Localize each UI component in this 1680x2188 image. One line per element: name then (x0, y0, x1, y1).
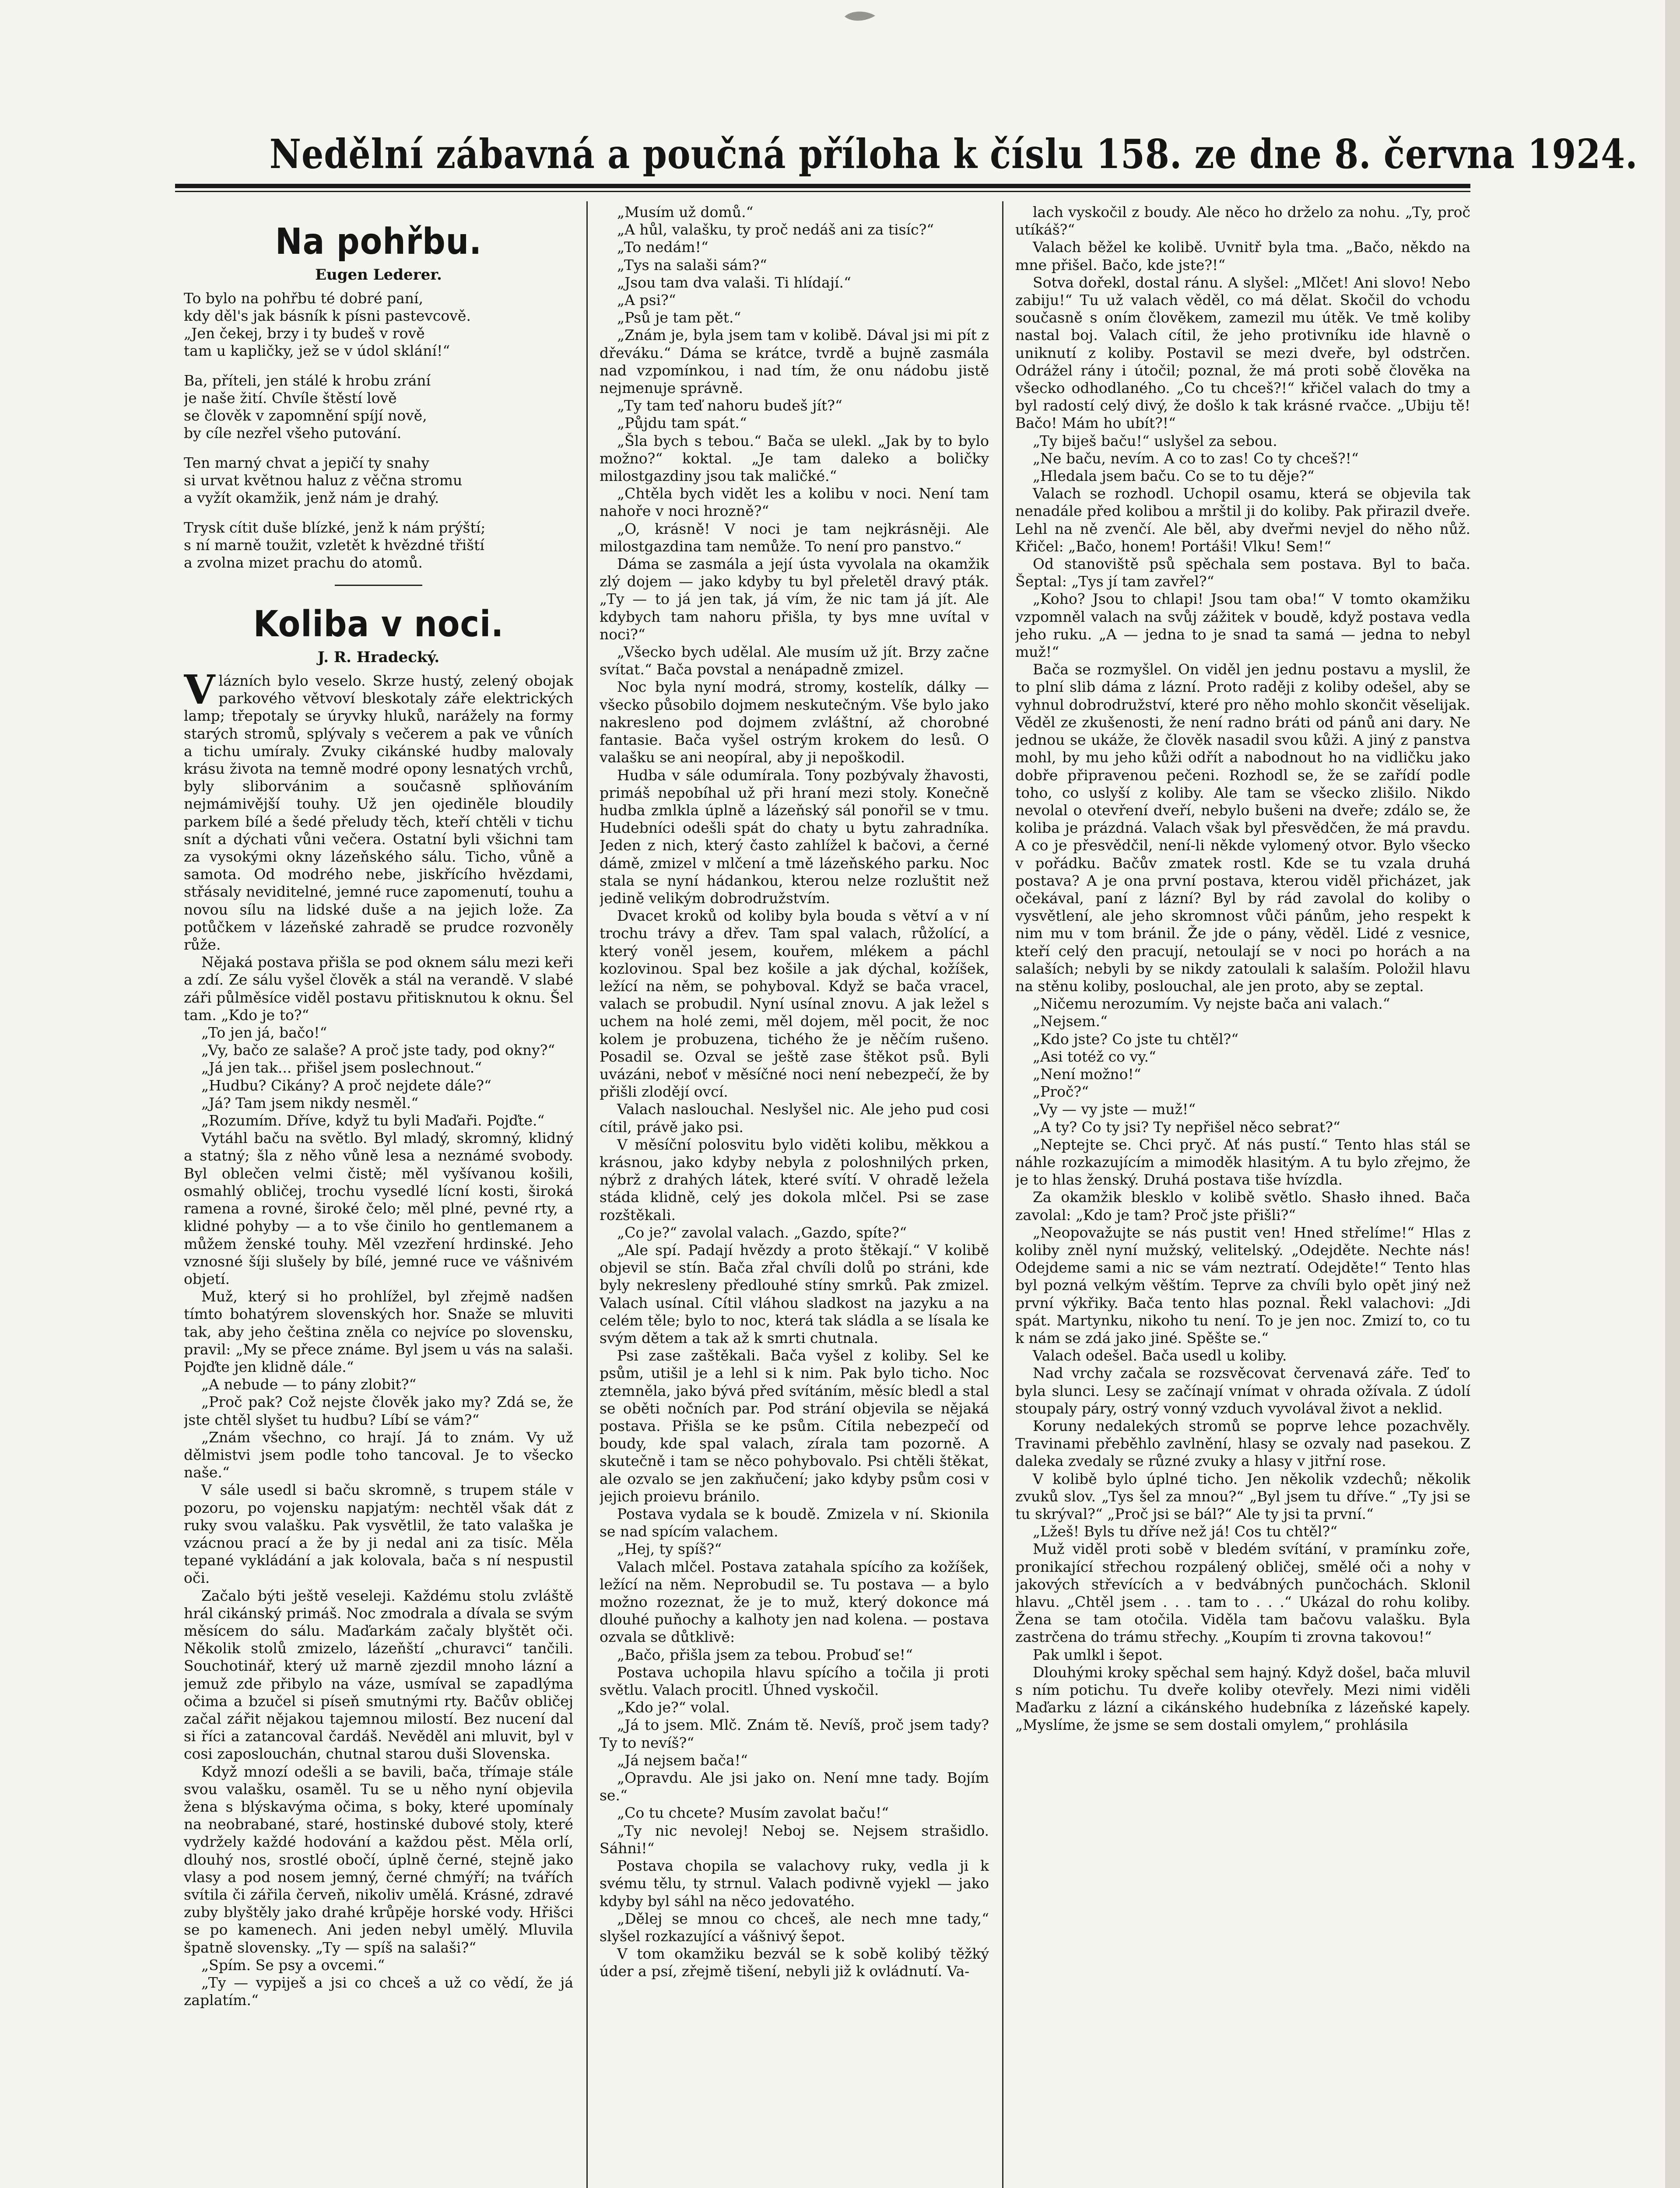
poem-line: a zvolna mizet prachu do atomů. (184, 554, 423, 571)
poem-line: by cíle nezřel všeho putování. (184, 424, 402, 442)
story-paragraph: Začalo býti ještě veseleji. Každému stolu zvláště hrál cikánský primáš. Noc zmodrala a dívala se svým měsícem do sálu. Maďarkám začaly blyštět oči. Několik stolů zmizelo, lázeňští „churavci“ tančili. Souchotinář, který už marně zjezdil mnoho lázní a jemuž zde přibylo na váze, usmíval se zapadlýma očima a bzučel si píseň smutnými rty. Bačův obličej začal zářit nějakou tajemnou milostí. Bez nucení dal si říci a zatancoval čardáš. Nevěděl ani mluvit, byl v cosi zaposlouchán, chutnal starou duši Slovenska. (184, 1587, 573, 1763)
poem (184, 290, 573, 572)
story-paragraph: „Hudbu? Cikány? A proč nejdete dále?“ (201, 1076, 491, 1094)
poem-line: Ba, příteli, jen stálé k hrobu zrání (184, 372, 431, 389)
story-paragraph: Vytáhl baču na světlo. Byl mladý, skromný, klidný a statný; šla z něho vůně lesa a neznámé svobody. Byl oblečen velmi čistě; měl vyšívanou košili, osmahlý obličej, trochu vysedlé lícní kosti, široká ramena a rovné, široké čelo; měl plné, pevné rty, a klidné pohyby — a to vše činilo ho gentlemanem a můžem ženské touhy. Měl vzezření hrdinské. Jeho vznosné šíji slušely by bílé, jemné ruce ve vášnivém objetí. (184, 1129, 573, 1287)
story-paragraph: „A hůl, valašku, ty proč nedáš ani za tisíc?“ (617, 221, 934, 238)
story-paragraph: „Proč pak? Což nejste člověk jako my? Zdá se, že jste chtěl slyšet tu hudbu? Líbí se vám?“ (184, 1393, 573, 1428)
story-paragraph: „Proč?“ (1033, 1083, 1089, 1101)
poem-line: Ten marný chvat a jepičí ty snahy (184, 454, 429, 471)
story-paragraph: „Opravdu. Ale jsi jako on. Není mne tady. Bojím se.“ (600, 1769, 989, 1804)
story-title: Koliba v noci. (253, 603, 504, 645)
story-paragraph: „Chtěla bych vidět les a kolibu v noci. Není tam nahoře v noci hrozně?“ (600, 485, 989, 520)
story-paragraph: „Vy — vy jste — muž!“ (1033, 1101, 1196, 1118)
story-author: J. R. Hradecký. (317, 649, 440, 666)
story-paragraph: „To jen já, bačo!“ (201, 1024, 327, 1041)
story-paragraph: „Co tu chcete? Musím zavolat baču!“ (617, 1804, 889, 1822)
poem-stanza (184, 290, 573, 360)
story-text-col3 (1015, 203, 1470, 1734)
column-divider (1002, 201, 1003, 2188)
poem-line: To bylo na pohřbu té dobré paní, (184, 290, 424, 307)
story-paragraph: „Bačo, přišla jsem za tebou. Probuď se!“ (617, 1646, 913, 1663)
story-paragraph: „Ty — vypiješ a jsi co chceš a už co vědí, že já zaplatím.“ (184, 1974, 573, 2009)
story-paragraph: Valach odešel. Bača usedl u koliby. (1033, 1347, 1287, 1364)
story-paragraph: „Koho? Jsou to chlapi! Jsou tam oba!“ V tomto okamžiku vzpomněl valach na svůj zážitek v boudě, když postava vedla jeho ruku. „A — jedna to je snad ta samá — jedna to nebyl muž!“ (1015, 590, 1470, 661)
story-paragraph: „Neptejte se. Chci pryč. Ať nás pustí.“ Tento hlas stál se náhle rozkazujícím a mimoděk hlasitým. A tu bylo zřejmo, že je to hlas ženský. Druhá postava tiše hvízdla. (1015, 1136, 1470, 1189)
story-paragraph: „Asi totéž co vy.“ (1033, 1048, 1156, 1065)
story-paragraph: „A nebude — to pány zlobit?“ (201, 1376, 417, 1393)
story-paragraph: „Já nejsem bača!“ (617, 1751, 748, 1769)
story-paragraph: Dlouhými kroky spěchal sem hajný. Když došel, bača mluvil s ním potichu. Tu dveře koliby otevřely. Mezi nimi viděli Maďarku z lázní a cikánského hudebníka z lázeňské kapely. „Myslíme, že jsme se sem dostali omylem,“ prohlásila (1015, 1663, 1470, 1734)
story-paragraph: „Rozumím. Dříve, když tu byli Maďaři. Pojďte.“ (201, 1112, 545, 1129)
story-paragraph: Muž viděl proti sobě v bledém svítání, v pramínku zoře, pronikající střechou rozpálený obličej, smělé oči a nohy v jakových střevících a v bedvábných punčochách. Sklonil hlavu. „Chtěl jsem . . . tam to . . .“ Ukázal do rohu koliby. Žena se tam otočila. Viděla tam bačovu valašku. Byla zastrčena do trámu střechy. „Koupím ti zrovna takovou!“ (1015, 1540, 1470, 1646)
story-paragraph: „Já? Tam jsem nikdy nesměl.“ (201, 1094, 419, 1112)
story-paragraph: „Nejsem.“ (1033, 1013, 1108, 1030)
story-paragraph: lach vyskočil z boudy. Ale něco ho drželo za nohu. „Ty, proč utíkáš?“ (1015, 203, 1470, 238)
column-divider (586, 201, 588, 2188)
poem-line: „Jen čekej, brzy i ty budeš v rově (184, 325, 425, 342)
column-1 (184, 203, 573, 2188)
story-paragraph: „Dělej se mnou co chceš, ale nech mne tady,“ slyšel rozkazující a vášnivý šepot. (600, 1910, 989, 1945)
poem-title: Na pohřbu. (275, 221, 482, 263)
story-paragraph: „O, krásně! V noci je tam nejkrásněji. Ale milostgazdina tam nemůže. To není pro panstvo.“ (600, 520, 989, 555)
story-paragraph: Postava uchopila hlavu spícího a točila ji proti světlu. Valach procitl. Úhned vyskočil. (600, 1663, 989, 1699)
story-paragraph: „Šla bych s tebou.“ Bača se ulekl. „Jak by to bylo možno?“ koktal. „Je tam daleko a boličky milostgazdiny jsou tak maličké.“ (600, 432, 989, 485)
ink-mark (840, 8, 880, 25)
story-paragraph: Valach běžel ke kolibě. Uvnitř byla tma. „Bačo, někdo na mne přišel. Bačo, kde jste?!“ (1015, 238, 1470, 274)
poem-stanza (184, 454, 573, 507)
story-paragraph: „Hej, ty spíš?“ (617, 1540, 722, 1558)
story-paragraph: Psi zase zaštěkali. Bača vyšel z koliby. Sel ke psům, utišil je a lehl si k nim. Pak bylo ticho. Noc ztemněla, jako bývá před svítáním, měsíc bledl a stal se oběti nočních par. Pod strání objevila se nějaká postava. Přišla se ke psům. Cítila nebezpečí od boudy, kde spal valach, zírala tam pozorně. A skutečně i tam se něco pohybovalo. Psi chtěli štěkat, ale ozvalo se jen zakňučení; jako kdyby psům cosi v jejich proievu bránilo. (600, 1347, 989, 1505)
story-paragraph: „Ty tam teď nahoru budeš jít?“ (617, 397, 842, 414)
story-paragraph: Dáma se zasmála a její ústa vyvolala na okamžik zlý dojem — jako kdyby tu byl přeletěl dravý pták. „Ty — to já jen tak, já vím, že nic tam já jít. Ale kdybych tam nahoru přišla, ty bys mne uvítal v noci?“ (600, 555, 989, 643)
page-edge (1665, 0, 1680, 2188)
story-paragraph: „Já jen tak... přišel jsem poslechnout.“ (201, 1059, 482, 1076)
story-text-col1 (184, 666, 573, 2009)
column-3 (1015, 203, 1470, 2188)
story-paragraph: „Znám všechno, co hrají. Já to znám. Vy už dělmistvi jsem podle toho tancoval. Je to všecko naše.“ (184, 1428, 573, 1481)
story-paragraph: V tom okamžiku bezvál se k sobě kolibý těžký úder a psí, zřejmě tišení, nebyli již k ovládnutí. Va- (600, 1945, 989, 1980)
column-2 (600, 203, 989, 2188)
poem-stanza (184, 372, 573, 442)
story-paragraph: „Spím. Se psy a ovcemi.“ (201, 1956, 385, 1974)
story-paragraph: „Ty nic nevolej! Neboj se. Nejsem strašidlo. Sáhni!“ (600, 1822, 989, 1857)
story-paragraph: „Tys na salaši sám?“ (617, 256, 767, 274)
story-paragraph: „Znám je, byla jsem tam v kolibě. Dával jsi mi pít z dřeváku.“ Dáma se krátce, tvrdě a bujně zasmála nad vzpomínkou, i nad tím, že onu nádobu jistě nejmenuje správně. (600, 326, 989, 397)
poem-line: je naše žití. Chvíle štěstí lově (184, 389, 397, 407)
poem-line: tam u kapličky, jež se v údol sklání!“ (184, 342, 450, 359)
story-paragraph: Od stanoviště psů spěchala sem postava. Byl to bača. Šeptal: „Tys jí tam zavřel?“ (1015, 555, 1470, 590)
story-paragraph: Dvacet kroků od koliby byla bouda s větví a v ní trochu trávy a dřev. Tam spal valach, růžolící, a který voněl jesem, kouřem, mlékem a páchl kozlovinou. Spal bez košile a jak dýchal, kožíšek, ležící na něm, se pohyboval. Když se bača vracel, valach se probudil. Nyní usínal znovu. A jak ležel s uchem na holé zemi, měl dojem, měl pocit, že noc kolem je probuzena, tichého že je něčím rušeno. Posadil se. Ozval se ještě zase štěkot psů. Byli uvázáni, neboť v měsíčné noci není nebezpečí, že by přišli zlodějí ovcí. (600, 907, 989, 1101)
story-paragraph: „Ale spí. Padají hvězdy a proto štěkají.“ V kolibě objevil se stín. Bača zřal chvíli dolů po stráni, kde byly nekresleny předlouhé stíny smrků. Pak zmizel. Valach usínal. Cítil vláhou sladkost na jazyku a na celém těle; bylo to noc, která tak sládla a se lísala ke svým dětem a tak až k smrti chutnala. (600, 1241, 989, 1346)
story-paragraph: „Není možno!“ (1033, 1065, 1141, 1083)
story-paragraph: Valach se rozhodl. Uchopil osamu, která se objevila tak nenadále před kolibou a mrštil ji do koliby. Pak přirazil dveře. Lehl na ně zvenčí. Ale běl, aby dveřmi nevjel do něho nůž. Křičel: „Bačo, honem! Portáši! Vlku! Sem!“ (1015, 485, 1470, 555)
poem-line: Trysk cítit duše blízké, jenž k nám prýští; (184, 519, 486, 536)
story-paragraph: „Vy, bačo ze salaše? A proč jste tady, pod okny?“ (201, 1041, 555, 1059)
story-paragraph: V sále usedl si baču skromně, s trupem stále v pozoru, po vojensku napjatým: nechtěl však dát z ruky svou valašku. Pak vysvětlil, že tato valaška je vzácnou prací a že by ji nedal ani za tisíc. Měla tepané vykládání a jak kolovala, bača s ní nespustil oči. (184, 1481, 573, 1587)
story-paragraph: „Neopovažujte se nás pustit ven! Hned střelíme!“ Hlas z koliby zněl nyní mužský, velitelský. „Odejděte. Nechte nás! Odejdeme sami a nic se vám neztratí. Odejděte!“ Tento hlas byl pozná velkým věštím. Teprve za chvíli bylo opět jiný než první výkřiky. Bača tento hlas poznal. Řekl valachovi: „Jdi spát. Martynku, nikoho tu není. To je jen noc. Zmizí to, co tu k nám se zdá jako jiné. Spěšte se.“ (1015, 1224, 1470, 1346)
story-paragraph: „To nedám!“ (617, 238, 708, 256)
section-rule (335, 585, 422, 586)
story-paragraph: „Kdo jste? Co jste tu chtěl?“ (1033, 1030, 1239, 1048)
story-paragraph: „A ty? Co ty jsi? Ty nepřišel něco sebrat?“ (1033, 1118, 1340, 1136)
poem-stanza (184, 519, 573, 572)
story-paragraph: Sotva dořekl, dostal ránu. A slyšel: „Mlčet! Ani slovo! Nebo zabiju!“ Tu už valach věděl, co má dělat. Skočil do vchodu současně s oním člověkem, zamezil mu útěk. Ve tmě koliby nastal boj. Valach cítil, že jeho protivníku ide hlavně o uniknutí z koliby. Postavil se mezi dveře, byl odstrčen. Odrážel rány i útočil; poznal, že má proti sobě člověka na všecko odhodlaného. „Co tu chceš?!“ křičel valach do tmy a byl radostí celý divý, že došlo k tak krásné rvačce. „Ubiju tě! Bačo! Mám ho ubít?!“ (1015, 274, 1470, 432)
masthead-rule (175, 184, 1470, 188)
story-paragraph: „Jsou tam dva valaši. Ti hlídají.“ (617, 274, 851, 291)
story-paragraph: „A psi?“ (617, 291, 676, 309)
story-paragraph: V kolibě bylo úplné ticho. Jen několik vzdechů; několik zvuků slov. „Tys šel za mnou?“ „Byl jsem tu dříve.“ „Ty jsi se tu skrýval?“ „Proč jsi se bál?“ Ale ty jsi ta první.“ (1015, 1470, 1470, 1523)
story-paragraph: „Psů je tam pět.“ (617, 309, 741, 326)
masthead-rule-thin (175, 191, 1470, 192)
story-paragraph: Vlázních bylo veselo. Skrze hustý, zelený obojak parkového větvoví bleskotaly záře elektrických lamp; třepotaly se úryvky hluků, narážely na formy starých stromů, splývaly s večerem a pak ve vůních a tichu umíraly. Zvuky cikánské hudby malovaly krásu života na temně modré opony lesnatých vrchů, byly sliborvánim a současně splňováním nejmámivější touhy. Už jen ojediněle bloudily parkem bílé a šedé přeludy těch, kteří chtěli v tichu snít a dýchati vůni večera. Ostatní byli všichni tam za vysokými okny lázeňského sálu. Ticho, vůně a samota. Od modrého nebe, jiskřícího hvězdami, střásaly neviditelné, jemné ruce zapomenutí, touhu a novou sílu na lidské duše a na jejich lože. Za potůčkem v lázeňské zahradě se prudce rozvoněly růže. (184, 666, 573, 954)
poem-line: a vyžít okamžik, jenž nám je drahý. (184, 489, 439, 506)
story-paragraph: Když mnozí odešli a se bavili, bača, třímaje stále svou valašku, osaměl. Tu se u něho nyní objevila žena s blýskavýma očima, s boky, které upomínaly na neobrabané, staré, hostinské dubové stoly, které vydržely každé hodování a každou pěst. Měla orlí, dlouhý nos, srostlé obočí, úplně černé, stejně jako vlasy a pod nosem jemný, černé chmýří; na tvářích svítila či zářila červeň, nikoliv umělá. Krásné, zdravé zuby blyštěly jako drahé krůpěje horské vody. Hřišci se po kamenech. Ani jeden nebyl umělý. Mluvila špatně slovensky. „Ty — spíš na salaši?“ (184, 1763, 573, 1956)
story-paragraph: Muž, který si ho prohlížel, byl zřejmě nadšen tímto bohatýrem slovenských hor. Snaže se mluviti tak, aby jeho čeština zněla co nejvíce po slovensku, pravil: „My se přece známe. Byl jsem u vás na salaši. Pojďte jen klidně dále.“ (184, 1288, 573, 1375)
story-paragraph: Postava chopila se valachovy ruky, vedla ji k svému tělu, ty strnul. Valach podivně vyjekl — jako kdyby byl sáhl na něco jedovatého. (600, 1857, 989, 1910)
story-paragraph: Za okamžik blesklo v kolibě světlo. Shasło ihned. Bača zavolal: „Kdo je tam? Proč jste přišli?“ (1015, 1189, 1470, 1224)
story-paragraph: „Hledala jsem baču. Co se to tu děje?“ (1033, 467, 1315, 485)
poem-line: kdy děl's jak básník k písni pastevcově. (184, 307, 471, 324)
story-paragraph: „Ničemu nerozumím. Vy nejste bača ani valach.“ (1033, 995, 1390, 1013)
masthead: Nedělní zábavná a poučná příloha k číslu 158. ze dne 8. června 1924. (269, 130, 1638, 178)
story-paragraph: Valach naslouchal. Neslyšel nic. Ale jeho pud cosi cítil, právě jako psi. (600, 1101, 989, 1136)
poem-line: si urvat květnou haluz z věčna stromu (184, 472, 463, 489)
story-paragraph: „Všecko bych udělal. Ale musím už jít. Brzy začne svítat.“ Bača povstal a nenápadně zmizel. (600, 643, 989, 678)
story-paragraph: Nad vrchy začala se rozsvěcovat červenavá záře. Teď to byla slunci. Lesy se začínají vnímat v ohrada ožívala. Z údolí stoupaly páry, ostrý vonný vzduch vyvolával život a neklid. (1015, 1364, 1470, 1417)
story-paragraph: „Musím už domů.“ (617, 203, 754, 221)
story-paragraph: Bača se rozmyšlel. On viděl jen jednu postavu a myslil, že to plní slib dáma z lázní. Proto raději z koliby odešel, aby se vyhnul dobrodružství, které pro něho mohlo skončit věselijak. Věděl ze zkušenosti, že není radno bráti od pánů ani dary. Ne jednou se ukáže, že člověk nasadil svou kůži. A jiný z panstva mohl, by mu jeho kůži odřít a nabodnout ho na vidličku jako dobře připravenou pečeni. Rozhodl se, že se zařídí podle toho, co uslyší z koliby. Ale tam se všecko zlišilo. Nikdo nevolal o otevření dveří, nebylo bušeni na dveře; zdálo se, že koliba je prázdná. Valach však byl přesvědčen, že má pravdu. A co je přesvědčil, není-li někde vylomený otvor. Bylo všecko v pořádku. Bačův zmatek rostl. Kde se tu vzala druhá postava? A je ona první postava, kterou viděl přicházet, jak očekával, paní z lázní? Byl by rád zavolal do koliby o vysvětlení, ale jeho skromnost vůči pánům, jeho respekt k nim mu v tom bránil. Že jde o pány, věděl. Lidé z vesnice, kteří celý den pracují, netoulají se v noci po horách a na salaších; nebyli by se nikdy zatoulali k salaším. Položil hlavu na stěnu koliby, poslouchal, ale jen proto, aby se zeptal. (1015, 661, 1470, 995)
story-paragraph: „Co je?“ zavolal valach. „Gazdo, spíte?“ (617, 1224, 907, 1241)
story-paragraph: V měsíční polosvitu bylo viděti kolibu, měkkou a krásnou, jako kdyby nebyla z poloshnilých prken, nýbrž z drahých látek, které svítí. V ohradě ležela stáda klidně, celý jes dokola mlčel. Psi se zase rozštěkali. (600, 1136, 989, 1224)
story-text-col2 (600, 203, 989, 1981)
story-paragraph: Pak umlkl i šepot. (1033, 1646, 1163, 1663)
story-paragraph: „Já to jsem. Mlč. Znám tě. Nevíš, proč jsem tady? Ty to nevíš?“ (600, 1716, 989, 1751)
story-paragraph: „Půjdu tam spát.“ (617, 414, 747, 432)
story-paragraph: Valach mlčel. Postava zatahala spícího za kožíšek, ležící na něm. Neprobudil se. Tu postava — a bylo možno rozeznat, že je to muž, který dokonce má dlouhé puňochy a kalhoty jen nad kolena. — postava ozvala se důtklivě: (600, 1558, 989, 1646)
poem-line: s ní marně toužit, vzletět k hvězdné třiští (184, 536, 484, 554)
story-paragraph: Hudba v sále odumírala. Tony pozbývaly žhavosti, primáš nepobíhal už při hraní mezi stoly. Konečně hudba zmlkla úplně a lázeňský sál ponořil se v tmu. Hudebníci odešli spát do chaty u bytu zahradníka. Jeden z nich, který často zahlížel k bačovi, a černé dámě, zmizel v mlčení a tmě lázeňského parku. Noc stala se nyní hádankou, kterou nelze rozluštit než jedině velikým dobrodružstvím. (600, 766, 989, 907)
story-paragraph: Postava vydala se k boudě. Zmizela v ní. Skionila se nad spícím valachem. (600, 1505, 989, 1540)
story-paragraph: „Kdo je?“ volal. (617, 1699, 730, 1716)
story-paragraph: „Ne baču, nevím. A co to zas! Co ty chceš?!“ (1033, 449, 1359, 467)
poem-author: Eugen Lederer. (315, 266, 442, 284)
story-paragraph: Nějaká postava přišla se pod oknem sálu mezi keři a zdí. Ze sálu vyšel člověk a stál na verandě. V slabé záři půlměsíce viděl postavu přitisknutou k oknu. Šel tam. „Kdo je to?“ (184, 954, 573, 1024)
story-paragraph: „Ty biješ baču!“ uslyšel za sebou. (1033, 432, 1277, 449)
story-paragraph: Noc byla nyní modrá, stromy, kostelík, dálky — všecko působilo dojmem neskutečným. Vše bylo jako nakresleno pod dojmem zvláštní, až chorobné fantasie. Bača vyšel ostrým krokem do lesů. O valašku se ani neopíral, aby ji nepoškodil. (600, 678, 989, 766)
story-paragraph: Koruny nedalekých stromů se poprve lehce pozachvěly. Travinami přeběhlo zavlnění, hlasy se ozvaly nad pasekou. Z daleka zvedaly se různé zvuky a hlasy v jitřní rose. (1015, 1417, 1470, 1470)
poem-line: se člověk v zapomnění spíjí nově, (184, 407, 427, 424)
story-paragraph: „Lžeš! Byls tu dříve než já! Cos tu chtěl?“ (1033, 1523, 1338, 1540)
